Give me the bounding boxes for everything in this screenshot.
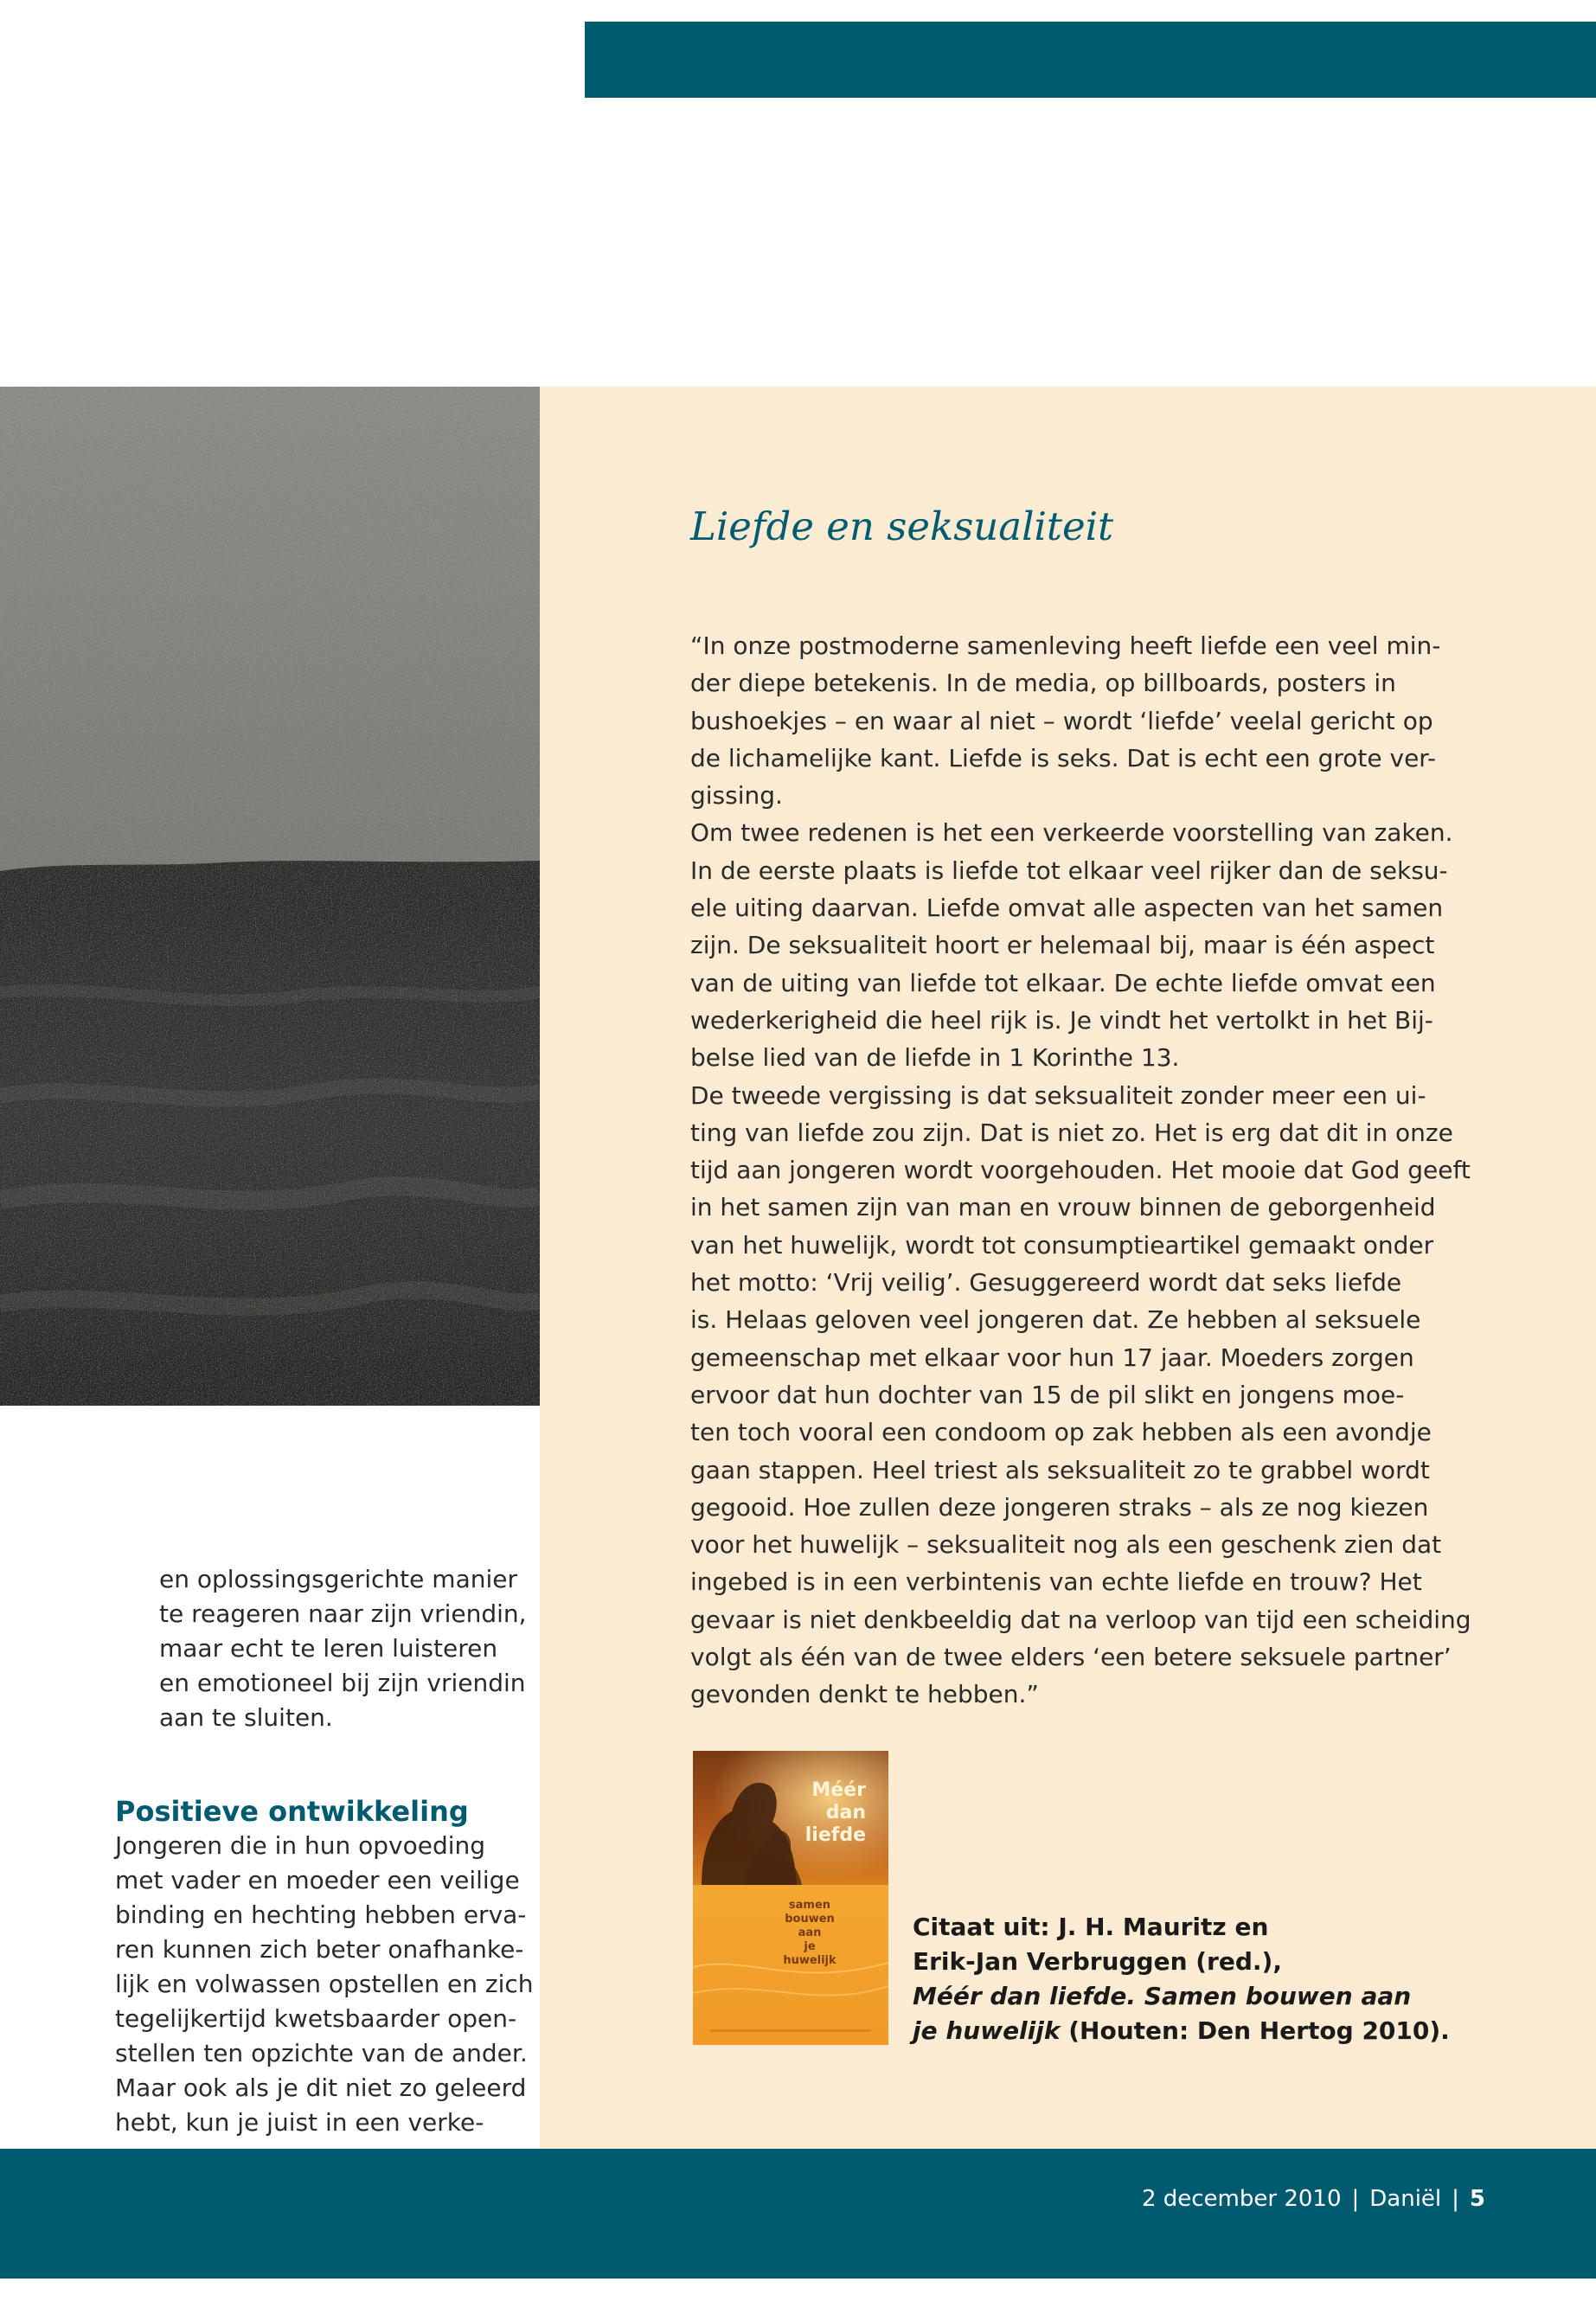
quote-line: gissing.	[690, 781, 783, 811]
quote-line: gegooid. Hoe zullen deze jongeren straks – als ze nog kiezen	[690, 1492, 1429, 1522]
body-line: lijk en volwassen opstellen en zich	[115, 1970, 534, 1998]
article-title: Liefde en seksualiteit	[690, 503, 1114, 549]
body-line: Jongeren die in hun opvoeding	[115, 1831, 486, 1860]
quote-line: in het samen zijn van man en vrouw binnen de geborgenheid	[690, 1193, 1436, 1222]
caption-line: Erik-Jan Verbruggen (red.),	[913, 1947, 1282, 1976]
body-line: maar echt te leren luisteren	[159, 1634, 498, 1663]
quote-line: In de eerste plaats is liefde tot elkaar veel rijker dan de seksu-	[690, 856, 1448, 885]
quote-line: “In onze postmoderne samenleving heeft liefde een veel min-	[690, 631, 1441, 660]
sea-photo	[0, 387, 540, 1406]
article-quote	[690, 627, 1471, 1714]
quote-line: zijn. De seksualiteit hoort er helemaal bij, maar is één aspect	[690, 931, 1435, 960]
book-cover	[693, 1751, 888, 2045]
book-cover-image	[693, 1751, 888, 2045]
quote-line: De tweede vergissing is dat seksualiteit zonder meer een ui-	[690, 1080, 1426, 1110]
body-line: te reageren naar zijn vriendin,	[159, 1599, 527, 1628]
cover-title-line: Méér	[811, 1779, 866, 1801]
quote-line: gevonden denkt te hebben.”	[690, 1680, 1039, 1709]
quote-line: der diepe betekenis. In de media, op billboards, posters in	[690, 669, 1396, 698]
quote-line: Om twee redenen is het een verkeerde voorstelling van zaken.	[690, 818, 1453, 848]
cover-title-line: dan	[825, 1802, 866, 1823]
quote-line: tijd aan jongeren wordt voorgehouden. Het mooie dat God geeft	[690, 1156, 1471, 1185]
quote-line: gaan stappen. Heel triest als seksualiteit zo te grabbel wordt	[690, 1455, 1430, 1484]
quote-line: is. Helaas geloven veel jongeren dat. Ze hebben al seksuele	[690, 1305, 1421, 1335]
quote-line: ingebed is in een verbintenis van echte liefde en trouw? Het	[690, 1567, 1422, 1597]
cover-subtitle-line: huwelijk	[783, 1954, 836, 1967]
body-line: met vader en moeder een veilige	[115, 1866, 520, 1894]
quote-line: belse lied van de liefde in 1 Korinthe 13.	[690, 1043, 1180, 1073]
cover-subtitle-line: aan	[798, 1926, 822, 1939]
quote-line: gevaar is niet denkbeeldig dat na verloop van tijd een scheiding	[690, 1605, 1471, 1634]
caption-line	[913, 2014, 1450, 2048]
quote-line: van het huwelijk, wordt tot consumptieartikel gemaakt onder	[690, 1230, 1434, 1259]
quote-line: ele uiting daarvan. Liefde omvat alle aspecten van het samen	[690, 894, 1444, 923]
body-line: en oplossingsgerichte manier	[159, 1565, 517, 1593]
footer-bar	[0, 2149, 1596, 2279]
body-line: stellen ten opzichte van de ander.	[115, 2039, 528, 2067]
cover-subtitle-line: bouwen	[785, 1913, 835, 1926]
caption-publisher: (Houten: Den Hertog 2010).	[1060, 2016, 1450, 2045]
sea-photo-image	[0, 387, 540, 1406]
body-line: en emotioneel bij zijn vriendin	[159, 1669, 526, 1697]
cover-subtitle-line: samen	[788, 1899, 831, 1912]
left-column-section	[115, 1792, 534, 2140]
left-column-continued-text	[159, 1562, 574, 1735]
body-line: binding en hechting hebben erva-	[115, 1900, 527, 1929]
caption-line: Citaat uit: J. H. Mauritz en	[913, 1913, 1269, 1941]
body-line: ren kunnen zich beter onafhanke-	[115, 1935, 524, 1964]
body-line: tegelijkertijd kwetsbaarder open-	[115, 2004, 517, 2033]
cover-title-line: liefde	[804, 1824, 866, 1846]
quote-line: volgt als één van de twee elders ‘een betere seksuele partner’	[690, 1643, 1452, 1672]
quote-line: gemeenschap met elkaar voor hun 17 jaar. Moeders zorgen	[690, 1343, 1414, 1372]
quote-line: wederkerigheid die heel rijk is. Je vindt het vertolkt in het Bij-	[690, 1005, 1433, 1035]
caption-book-title: je huwelijk	[913, 2016, 1061, 2045]
top-color-bar	[585, 22, 1596, 98]
quote-line: ten toch vooral een condoom op zak hebben als een avondje	[690, 1418, 1432, 1447]
quote-line: voor het huwelijk – seksualiteit nog als een geschenk zien dat	[690, 1530, 1442, 1560]
quote-line: het motto: ‘Vrij veilig’. Gesuggereerd wordt dat seks liefde	[690, 1268, 1402, 1298]
body-line: Maar ook als je dit niet zo geleerd	[115, 2073, 527, 2102]
body-line: hebt, kun je juist in een verke-	[115, 2108, 484, 2137]
quote-line: bushoekjes – en waar al niet – wordt ‘liefde’ veelal gericht op	[690, 706, 1433, 735]
footer-date: 2 december 2010	[1141, 2186, 1342, 2212]
page-footer	[1142, 2186, 1485, 2212]
quote-line: ervoor dat hun dochter van 15 de pil slikt en jongens moe-	[690, 1380, 1405, 1409]
caption-line	[913, 1979, 1412, 2014]
book-caption	[913, 1910, 1450, 2048]
caption-book-title: Méér dan liefde. Samen bouwen aan	[913, 1982, 1412, 2010]
footer-separator: |	[1452, 2186, 1459, 2212]
footer-separator: |	[1351, 2186, 1360, 2212]
quote-line: van de uiting van liefde tot elkaar. De echte liefde omvat een	[690, 968, 1436, 997]
page-number: 5	[1469, 2186, 1485, 2212]
quote-line: de lichamelijke kant. Liefde is seks. Dat is echt een grote ver-	[690, 743, 1437, 772]
body-line: aan te sluiten.	[159, 1703, 333, 1732]
cover-subtitle-line: je	[804, 1940, 816, 1953]
quote-line: ting van liefde zou zijn. Dat is niet zo. Het is erg dat dit in onze	[690, 1118, 1453, 1147]
section-subheading: Positieve ontwikkeling	[115, 1795, 469, 1828]
footer-publication: Daniël	[1369, 2186, 1442, 2212]
